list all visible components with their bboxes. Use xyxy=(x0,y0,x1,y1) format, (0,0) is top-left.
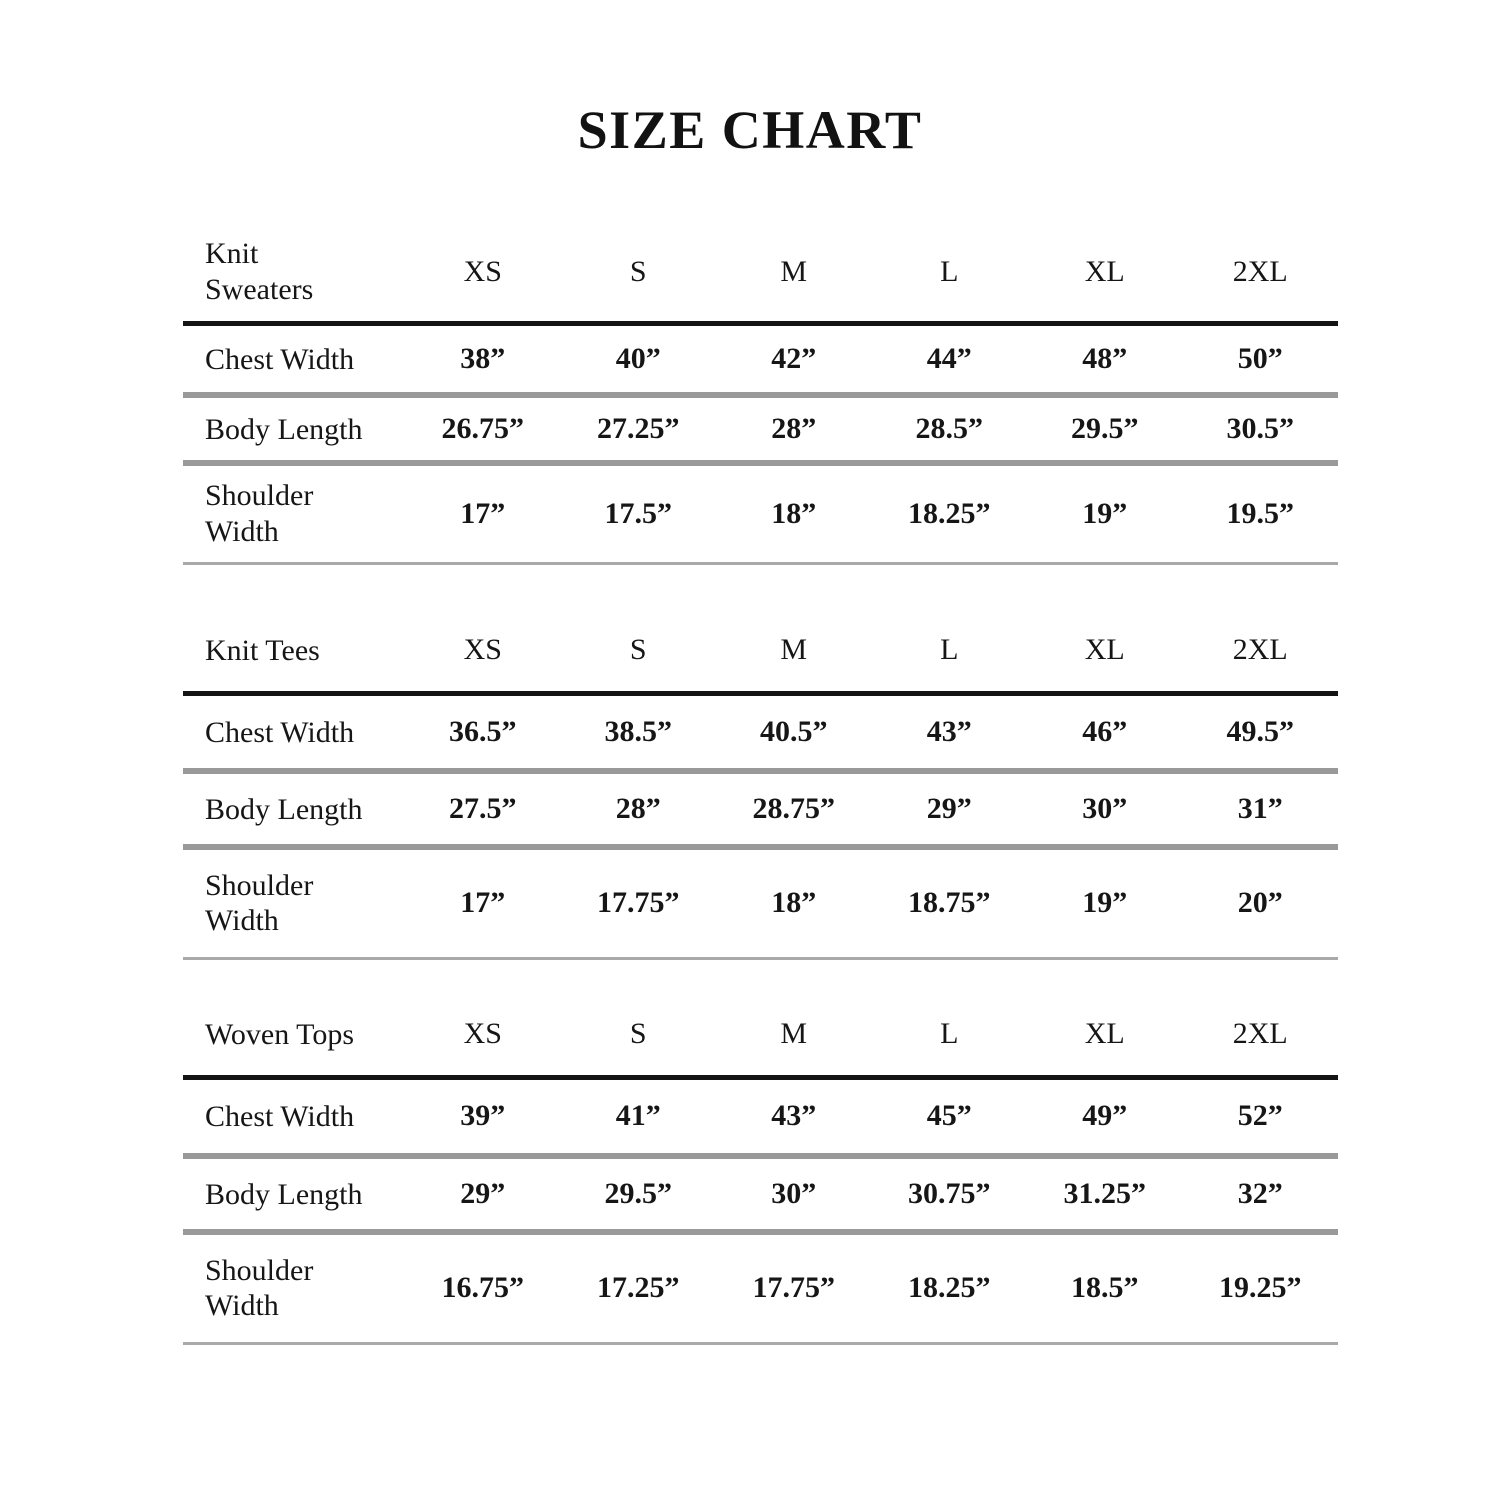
size-column-header: XL xyxy=(1027,994,1183,1077)
spec-value: 52” xyxy=(1183,1077,1339,1156)
spec-row xyxy=(183,1156,1338,1232)
spec-value: 28.75” xyxy=(716,771,872,847)
table-header-row xyxy=(183,609,1338,694)
spec-value: 17.75” xyxy=(716,1232,872,1343)
spec-value: 28” xyxy=(561,771,717,847)
spec-label xyxy=(183,323,405,395)
size-column-header: XS xyxy=(405,223,561,323)
size-column-header: XS xyxy=(405,609,561,694)
spec-value: 30.75” xyxy=(872,1156,1028,1232)
table-category-label xyxy=(183,609,405,694)
table-header-row xyxy=(183,994,1338,1077)
table-category-text: Knit Sweaters xyxy=(205,237,314,306)
spec-value: 40.5” xyxy=(716,694,872,771)
spec-value: 40” xyxy=(561,323,717,395)
spec-value: 42” xyxy=(716,323,872,395)
spec-value: 19” xyxy=(1027,847,1183,959)
spec-value: 27.5” xyxy=(405,771,561,847)
spec-label xyxy=(183,395,405,463)
spec-row xyxy=(183,1077,1338,1156)
spec-value: 17.25” xyxy=(561,1232,717,1343)
spec-value: 38.5” xyxy=(561,694,717,771)
spec-value: 38” xyxy=(405,323,561,395)
spec-value: 17” xyxy=(405,463,561,563)
size-column-header: XS xyxy=(405,994,561,1077)
spec-value: 26.75” xyxy=(405,395,561,463)
spec-value: 43” xyxy=(716,1077,872,1156)
spec-value: 29” xyxy=(405,1156,561,1232)
spec-label xyxy=(183,1077,405,1156)
size-column-header: XL xyxy=(1027,609,1183,694)
spec-label-text: Chest Width xyxy=(205,1100,355,1134)
spec-value: 36.5” xyxy=(405,694,561,771)
spec-label-text: Chest Width xyxy=(205,342,355,376)
size-column-header: S xyxy=(561,609,717,694)
spec-value: 32” xyxy=(1183,1156,1339,1232)
spec-value: 27.25” xyxy=(561,395,717,463)
spec-value: 45” xyxy=(872,1077,1028,1156)
spec-value: 49.5” xyxy=(1183,694,1339,771)
table-category-text: Woven Tops xyxy=(205,1018,355,1052)
spec-value: 44” xyxy=(872,323,1028,395)
table-header-row xyxy=(183,223,1338,323)
spec-label xyxy=(183,1156,405,1232)
spec-value: 18.25” xyxy=(872,463,1028,563)
tables-container xyxy=(183,223,1338,1345)
spec-row xyxy=(183,323,1338,395)
spec-value: 29.5” xyxy=(1027,395,1183,463)
spec-label xyxy=(183,847,405,959)
size-table xyxy=(183,223,1338,565)
size-column-header: S xyxy=(561,223,717,323)
spec-value: 30.5” xyxy=(1183,395,1339,463)
spec-value: 28.5” xyxy=(872,395,1028,463)
spec-value: 41” xyxy=(561,1077,717,1156)
spec-value: 18” xyxy=(716,463,872,563)
spec-label xyxy=(183,694,405,771)
spec-label-text: Body Length xyxy=(205,413,363,446)
spec-label-text: Shoulder Width xyxy=(205,868,314,938)
size-column-header: S xyxy=(561,994,717,1077)
spec-value: 16.75” xyxy=(405,1232,561,1343)
spec-value: 29.5” xyxy=(561,1156,717,1232)
spec-row xyxy=(183,694,1338,771)
spec-value: 20” xyxy=(1183,847,1339,959)
table-category-text: Knit Tees xyxy=(205,633,320,667)
spec-label xyxy=(183,1232,405,1343)
spec-value: 49” xyxy=(1027,1077,1183,1156)
spec-value: 31.25” xyxy=(1027,1156,1183,1232)
size-column-header: M xyxy=(716,609,872,694)
spec-value: 19” xyxy=(1027,463,1183,563)
spec-value: 18.5” xyxy=(1027,1232,1183,1343)
size-column-header: L xyxy=(872,994,1028,1077)
size-column-header: 2XL xyxy=(1183,609,1339,694)
spec-row xyxy=(183,1232,1338,1343)
spec-value: 17.75” xyxy=(561,847,717,959)
size-table xyxy=(183,609,1338,961)
page-title: SIZE CHART xyxy=(577,100,923,160)
spec-label-text: Shoulder Width xyxy=(205,1253,314,1323)
spec-value: 39” xyxy=(405,1077,561,1156)
spec-row xyxy=(183,463,1338,563)
size-column-header: L xyxy=(872,223,1028,323)
size-table xyxy=(183,994,1338,1345)
table-category-label xyxy=(183,994,405,1077)
spec-value: 50” xyxy=(1183,323,1339,395)
spec-value: 30” xyxy=(716,1156,872,1232)
spec-label-text: Shoulder Width xyxy=(205,479,314,548)
spec-value: 18” xyxy=(716,847,872,959)
spec-value: 29” xyxy=(872,771,1028,847)
spec-value: 43” xyxy=(872,694,1028,771)
spec-label-text: Body Length xyxy=(205,1178,363,1211)
spec-value: 46” xyxy=(1027,694,1183,771)
spec-value: 48” xyxy=(1027,323,1183,395)
size-column-header: 2XL xyxy=(1183,223,1339,323)
size-column-header: M xyxy=(716,223,872,323)
spec-value: 30” xyxy=(1027,771,1183,847)
spec-label-text: Body Length xyxy=(205,792,363,826)
size-column-header: XL xyxy=(1027,223,1183,323)
spec-row xyxy=(183,847,1338,959)
spec-label-text: Chest Width xyxy=(205,715,355,749)
spec-value: 18.25” xyxy=(872,1232,1028,1343)
spec-value: 19.25” xyxy=(1183,1232,1339,1343)
spec-value: 31” xyxy=(1183,771,1339,847)
spec-value: 28” xyxy=(716,395,872,463)
spec-value: 19.5” xyxy=(1183,463,1339,563)
size-column-header: L xyxy=(872,609,1028,694)
size-column-header: 2XL xyxy=(1183,994,1339,1077)
spec-row xyxy=(183,395,1338,463)
table-category-label xyxy=(183,223,405,323)
spec-value: 17” xyxy=(405,847,561,959)
spec-label xyxy=(183,463,405,563)
spec-value: 17.5” xyxy=(561,463,717,563)
spec-value: 18.75” xyxy=(872,847,1028,959)
spec-row xyxy=(183,771,1338,847)
spec-label xyxy=(183,771,405,847)
size-column-header: M xyxy=(716,994,872,1077)
